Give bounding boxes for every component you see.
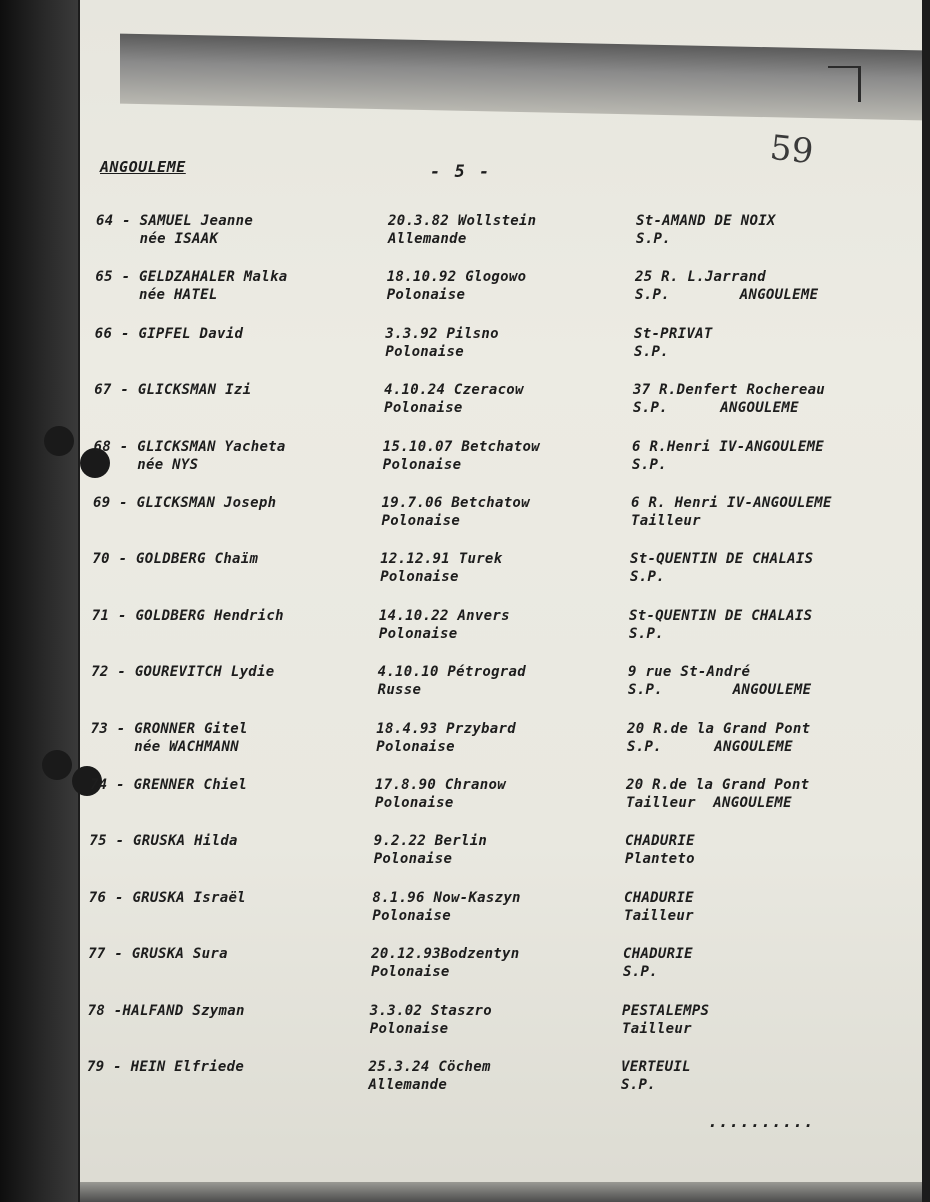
entry-address xyxy=(631,494,891,530)
entry-name-line: 75 - GRUSKA Hilda xyxy=(89,833,238,850)
list-item xyxy=(0,325,930,375)
page-top-shadow xyxy=(120,34,922,121)
entry-birth-info xyxy=(379,607,619,643)
entry-birth-info xyxy=(372,889,612,925)
entry-address xyxy=(634,325,894,361)
entry-address-line: S.P. xyxy=(629,625,664,642)
handwritten-number: 59 xyxy=(768,127,816,173)
entry-birth-info-line: Allemande xyxy=(388,231,467,247)
entry-name-line: née ISAAK xyxy=(96,231,219,247)
entry-address-line: Tailleur xyxy=(624,907,694,924)
entry-birth-info xyxy=(388,212,628,248)
entry-birth-info-line: 19.7.06 Betchatow xyxy=(381,495,530,511)
entry-address-line: Tailleur xyxy=(622,1020,692,1037)
entry-birth-info xyxy=(374,832,614,868)
entry-address-line: S.P. ANGOULEME xyxy=(633,400,799,417)
continuation-dots: .......... xyxy=(708,1112,815,1131)
entry-address xyxy=(626,776,886,812)
entry-address-line: S.P. ANGOULEME xyxy=(635,287,819,304)
entry-birth-info xyxy=(383,438,623,474)
entry-address xyxy=(629,607,889,643)
entry-address-line: CHADURIE xyxy=(624,889,694,906)
entry-name-line: 64 - SAMUEL Jeanne xyxy=(96,213,254,229)
entry-name xyxy=(92,550,382,568)
entry-name-line: 73 - GRONNER Gitel xyxy=(90,720,248,737)
entry-birth-info xyxy=(376,720,616,756)
entry-address-line: S.P. xyxy=(632,456,667,473)
entry-name xyxy=(94,438,384,474)
entry-name-line: 67 - GLICKSMAN Izi xyxy=(94,382,252,399)
entry-birth-info-line: Polonaise xyxy=(384,400,463,417)
entry-birth-info-line: Polonaise xyxy=(385,343,464,360)
entry-birth-info xyxy=(380,550,620,586)
entry-address-line: S.P. xyxy=(636,231,671,247)
entry-address xyxy=(625,832,885,868)
entry-name-line: 78 -HALFAND Szyman xyxy=(87,1002,245,1019)
entry-birth-info-line: 20.3.82 Wollstein xyxy=(388,213,537,229)
entry-address-line: CHADURIE xyxy=(625,833,695,850)
entry-address-line: 25 R. L.Jarrand xyxy=(635,269,766,286)
entry-name xyxy=(91,720,381,756)
entry-birth-info xyxy=(371,945,611,981)
entry-name xyxy=(94,381,384,399)
entry-name-line: 68 - GLICKSMAN Yacheta xyxy=(93,438,286,455)
entry-name xyxy=(93,494,383,512)
entry-name xyxy=(87,1058,377,1076)
entry-address xyxy=(623,945,883,981)
entry-birth-info-line: Polonaise xyxy=(373,851,453,868)
entry-name-line: 69 - GLICKSMAN Joseph xyxy=(93,495,277,511)
entry-birth-info-line: 17.8.90 Chranow xyxy=(375,777,506,793)
entry-address-line: S.P. xyxy=(630,569,665,586)
entry-address-line: PESTALEMPS xyxy=(622,1002,710,1019)
entry-address-line: Tailleur ANGOULEME xyxy=(626,795,792,811)
entry-address-line: 6 R. Henri IV-ANGOULEME xyxy=(631,495,832,511)
entry-birth-info-line: 4.10.10 Pétrograd xyxy=(377,664,526,681)
entry-birth-info-line: Allemande xyxy=(368,1077,448,1093)
entry-address-line: S.P. ANGOULEME xyxy=(628,682,812,699)
entry-birth-info-line: Polonaise xyxy=(380,569,459,586)
page-bottom-edge xyxy=(80,1182,922,1202)
entry-birth-info-line: 20.12.93Bodzentyn xyxy=(371,946,520,963)
entry-name xyxy=(92,607,382,625)
entry-birth-info xyxy=(385,325,625,361)
list-item xyxy=(0,720,930,770)
corner-bracket-mark xyxy=(828,66,861,102)
entry-birth-info xyxy=(378,663,618,699)
entry-address xyxy=(627,720,887,756)
entry-birth-info-line: 12.12.91 Turek xyxy=(380,551,503,568)
entry-birth-info-line: 3.3.92 Pilsno xyxy=(385,325,499,342)
entry-birth-info-line: Polonaise xyxy=(371,964,450,981)
entry-birth-info xyxy=(384,381,624,417)
entry-name xyxy=(95,325,385,343)
entry-name-line: 71 - GOLDBERG Hendrich xyxy=(91,607,284,624)
entry-name-line: née HATEL xyxy=(95,287,218,304)
entry-address xyxy=(635,268,895,304)
entry-birth-info-line: 25.3.24 Cöchem xyxy=(368,1059,491,1075)
entry-birth-info-line: Polonaise xyxy=(375,795,454,811)
entry-address-line: St-QUENTIN DE CHALAIS xyxy=(630,551,814,568)
entry-birth-info-line: 18.4.93 Przybard xyxy=(376,720,516,737)
entry-birth-info-line: Polonaise xyxy=(369,1020,449,1037)
entry-address xyxy=(632,438,892,474)
entry-address-line: S.P. ANGOULEME xyxy=(627,738,793,755)
entry-birth-info-line: Polonaise xyxy=(376,738,455,755)
entry-address-line: St-PRIVAT xyxy=(634,325,713,342)
entry-name-line: 77 - GRUSKA Sura xyxy=(88,946,228,963)
entry-name-line: 72 - GOUREVITCH Lydie xyxy=(91,664,275,681)
entry-address xyxy=(622,1002,882,1038)
entry-name xyxy=(96,212,386,248)
page-number: - 5 - xyxy=(430,162,492,182)
entry-name xyxy=(88,945,378,963)
list-item xyxy=(0,607,930,657)
list-item xyxy=(0,889,930,939)
entry-birth-info-line: 4.10.24 Czeracow xyxy=(384,382,524,399)
entry-birth-info-line: 8.1.96 Now-Kaszyn xyxy=(372,889,521,906)
entry-address xyxy=(633,381,893,417)
entry-name xyxy=(90,776,380,794)
entry-name-line: 74 - GRENNER Chiel xyxy=(90,777,248,793)
entry-address-line: 20 R.de la Grand Pont xyxy=(627,720,811,737)
entry-birth-info-line: Polonaise xyxy=(381,513,461,529)
entry-name-line: née NYS xyxy=(93,456,199,473)
entry-address-line: Planteto xyxy=(625,851,695,868)
entry-birth-info xyxy=(369,1058,609,1094)
entry-address xyxy=(628,663,888,699)
entry-birth-info xyxy=(382,494,622,530)
page-title: ANGOULEME xyxy=(100,158,186,176)
entry-address-line: St-AMAND DE NOIX xyxy=(636,213,776,229)
entry-address-line: S.P. xyxy=(634,343,669,360)
entry-name xyxy=(95,268,385,304)
entry-birth-info-line: Polonaise xyxy=(372,907,451,924)
entry-name-line: 76 - GRUSKA Israël xyxy=(88,889,246,906)
entry-birth-info-line: Polonaise xyxy=(378,625,458,642)
entry-birth-info-line: 18.10.92 Glogowo xyxy=(386,269,527,286)
entry-address-line: CHADURIE xyxy=(623,946,693,963)
list-item xyxy=(0,945,930,995)
entry-birth-info-line: 14.10.22 Anvers xyxy=(378,607,510,624)
entry-birth-info-line: 3.3.02 Staszro xyxy=(369,1002,492,1019)
entry-birth-info-line: Russe xyxy=(377,682,422,699)
entry-address-line: S.P. xyxy=(623,964,658,981)
list-item xyxy=(0,268,930,318)
list-item xyxy=(0,776,930,826)
entry-address-line: 9 rue St-André xyxy=(628,664,751,681)
entry-name xyxy=(91,663,381,681)
list-item xyxy=(0,550,930,600)
entry-name-line: 66 - GIPFEL David xyxy=(94,325,244,342)
entry-address xyxy=(621,1058,881,1094)
entry-address-line: S.P. xyxy=(621,1077,656,1093)
entry-name-line: 65 - GELDZAHALER Malka xyxy=(95,269,288,286)
entry-birth-info-line: 9.2.22 Berlin xyxy=(373,833,488,850)
entry-address xyxy=(630,550,890,586)
entry-birth-info-line: Polonaise xyxy=(382,456,462,473)
entry-name-line: 79 - HEIN Elfriede xyxy=(87,1059,245,1075)
list-item xyxy=(0,832,930,882)
list-item xyxy=(0,212,930,262)
entry-name xyxy=(89,832,379,850)
list-item xyxy=(0,381,930,431)
entry-birth-info xyxy=(370,1002,610,1038)
entry-birth-info xyxy=(387,268,627,304)
entry-address-line: 6 R.Henri IV-ANGOULEME xyxy=(632,438,825,455)
entry-address-line: 37 R.Denfert Rochereau xyxy=(633,382,826,399)
list-item xyxy=(0,438,930,488)
list-item xyxy=(0,1002,930,1052)
list-item xyxy=(0,494,930,544)
entry-address-line: VERTEUIL xyxy=(621,1059,691,1075)
entry-address-line: St-QUENTIN DE CHALAIS xyxy=(629,607,813,624)
entry-address-line: Tailleur xyxy=(631,513,701,529)
entry-address-line: 20 R.de la Grand Pont xyxy=(626,777,810,793)
entry-address xyxy=(636,212,896,248)
entry-name xyxy=(88,1002,378,1020)
list-item xyxy=(0,663,930,713)
entry-name-line: 70 - GOLDBERG Chaïm xyxy=(92,551,259,568)
entry-birth-info-line: 15.10.07 Betchatow xyxy=(382,438,540,455)
entry-birth-info xyxy=(375,776,615,812)
entry-address xyxy=(624,889,884,925)
entry-name xyxy=(89,889,379,907)
entry-birth-info-line: Polonaise xyxy=(386,287,466,304)
entry-name-line: née WACHMANN xyxy=(90,738,239,755)
list-item xyxy=(0,1058,930,1108)
